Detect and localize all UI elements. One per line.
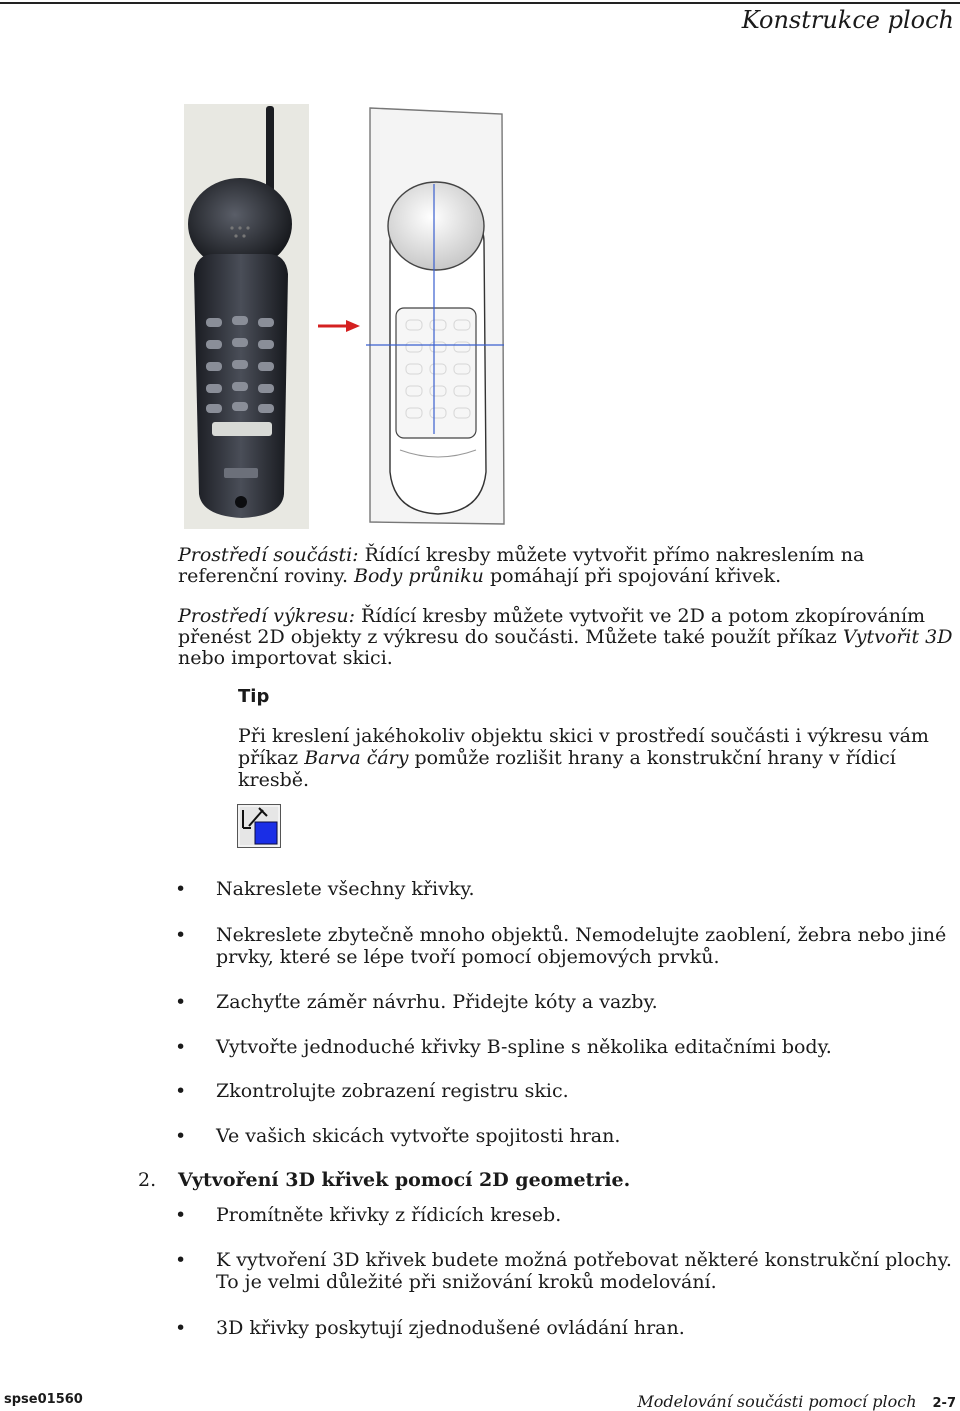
list-item-text: Ve vašich skicách vytvořte spojitosti hran. <box>216 1125 621 1147</box>
term-draft-environment: Prostředí výkresu: <box>178 605 355 627</box>
term-line-color: Barva čáry <box>304 747 409 769</box>
paragraph-text: Řídící kresby můžete vytvořit přímo nakreslením na referenční roviny. <box>178 544 865 587</box>
page-header-title: Konstrukce ploch <box>741 6 954 34</box>
term-part-environment: Prostředí součásti: <box>178 544 359 566</box>
bullet-marker: • <box>175 1080 187 1102</box>
bullet-marker: • <box>175 1249 187 1271</box>
paragraph-text: Řídící kresby můžete vytvořit ve 2D a potom zkopírováním přenést 2D objekty z výkresu do součásti. Můžete také použít příkaz <box>178 605 926 648</box>
paragraph-text: pomáhají při spojování křivek. <box>483 565 782 587</box>
bullet-marker: • <box>175 1036 187 1058</box>
step-number: 2. <box>138 1169 157 1191</box>
list-item-text: Promítněte křivky z řídicích kreseb. <box>216 1204 562 1226</box>
bullet-marker: • <box>175 1125 187 1147</box>
term-create-3d: Vytvořit 3D <box>842 626 953 648</box>
step-title: Vytvoření 3D křivek pomocí 2D geometrie. <box>178 1169 631 1191</box>
bullet-marker: • <box>175 924 187 946</box>
list-item-text: Nakreslete všechny křivky. <box>216 878 475 900</box>
paragraph-text: nebo importovat skici. <box>178 647 393 669</box>
bullet-marker: • <box>175 991 187 1013</box>
bullet-marker: • <box>175 878 187 900</box>
list-item-text: Zkontrolujte zobrazení registru skic. <box>216 1080 569 1102</box>
bullet-marker: • <box>175 1204 187 1226</box>
list-item-text: Nekreslete zbytečně mnoho objektů. Nemodelujte zaoblení, žebra nebo jiné prvky, které se lépe tvoří pomocí objemových prvků. <box>216 924 947 968</box>
footer-doc-code: spse01560 <box>4 1392 83 1407</box>
term-intersection-points: Body průniku <box>354 565 484 587</box>
footer-title: Modelování součásti pomocí ploch <box>637 1392 917 1411</box>
list-item-text: 3D křivky poskytují zjednodušené ovládání hran. <box>216 1317 685 1339</box>
bullet-marker: • <box>175 1317 187 1339</box>
tip-text-part: Při kreslení jakéhokoliv objektu skici v prostředí součásti i výkresu vám příkaz <box>238 725 929 769</box>
footer-right <box>637 1392 956 1411</box>
tip-text-part: pomůže rozlišit hrany a konstrukční hrany v řídicí kresbě. <box>238 747 896 791</box>
list-item-text: Zachyťte záměr návrhu. Přidejte kóty a vazby. <box>216 991 658 1013</box>
tip-label: Tip <box>238 686 270 707</box>
list-item-text: K vytvoření 3D křivek budete možná potřebovat některé konstrukční plochy. To je velmi důležité při snižování kroků modelování. <box>216 1249 952 1293</box>
page-number: 2-7 <box>932 1396 956 1411</box>
list-item-text: Vytvořte jednoduché křivky B-spline s několika editačními body. <box>216 1036 832 1058</box>
